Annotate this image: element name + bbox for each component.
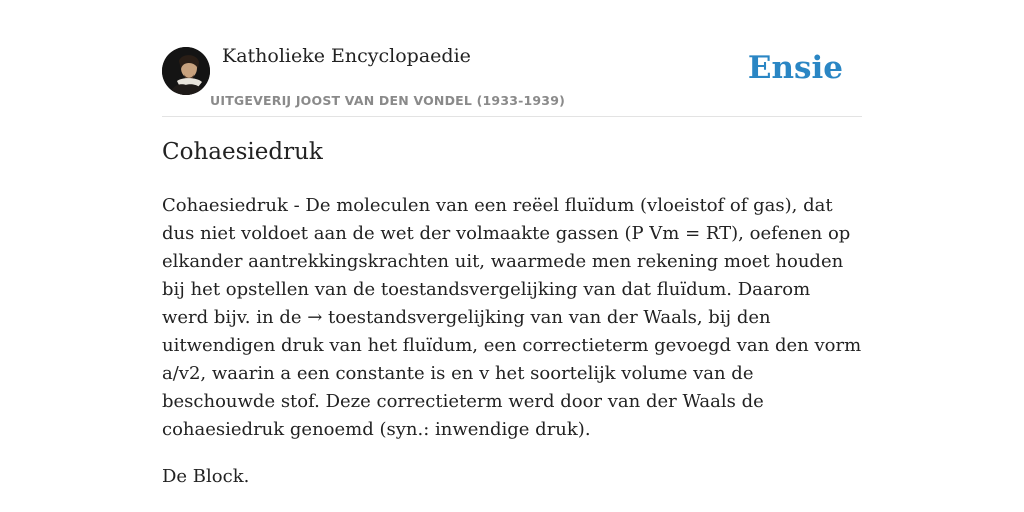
source-header: [162, 44, 862, 117]
paragraph-text-start: Cohaesiedruk - De moleculen van een reëel fluïdum (vloeistof of gas), dat dus niet voldoet aan de wet der volmaakte gassen (P Vm = RT), oefenen op elkander aantrekkingskrachten uit, waarmede men rekening moet houden bij het opstellen van de toestandsvergelijking van dat fluïdum. Daarom werd bijv. in de: [162, 195, 851, 328]
article-paragraph: [162, 192, 862, 444]
portrait-avatar-icon: [162, 47, 210, 95]
toestandsvergelijking-link[interactable]: → toestandsvergelijking: [307, 307, 525, 328]
source-title[interactable]: Katholieke Encyclopaedie: [222, 45, 471, 67]
article-title: Cohaesiedruk: [162, 139, 323, 165]
ensie-logo-link[interactable]: Ensie: [747, 50, 843, 86]
source-avatar[interactable]: [162, 47, 210, 95]
source-subtitle: UITGEVERIJ JOOST VAN DEN VONDEL (1933-1939): [210, 93, 566, 108]
article-body: [162, 192, 862, 491]
paragraph-text-end: van van der Waals, bij den uitwendigen druk van het fluïdum, een correctieterm gevoegd van den vorm a/v2, waarin a een constante is en v het soortelijk volume van de beschouwde stof. Deze correctieterm werd door van der Waals de cohaesiedruk genoemd (syn.: inwendige druk).: [162, 307, 862, 440]
article-author: De Block.: [162, 466, 250, 487]
